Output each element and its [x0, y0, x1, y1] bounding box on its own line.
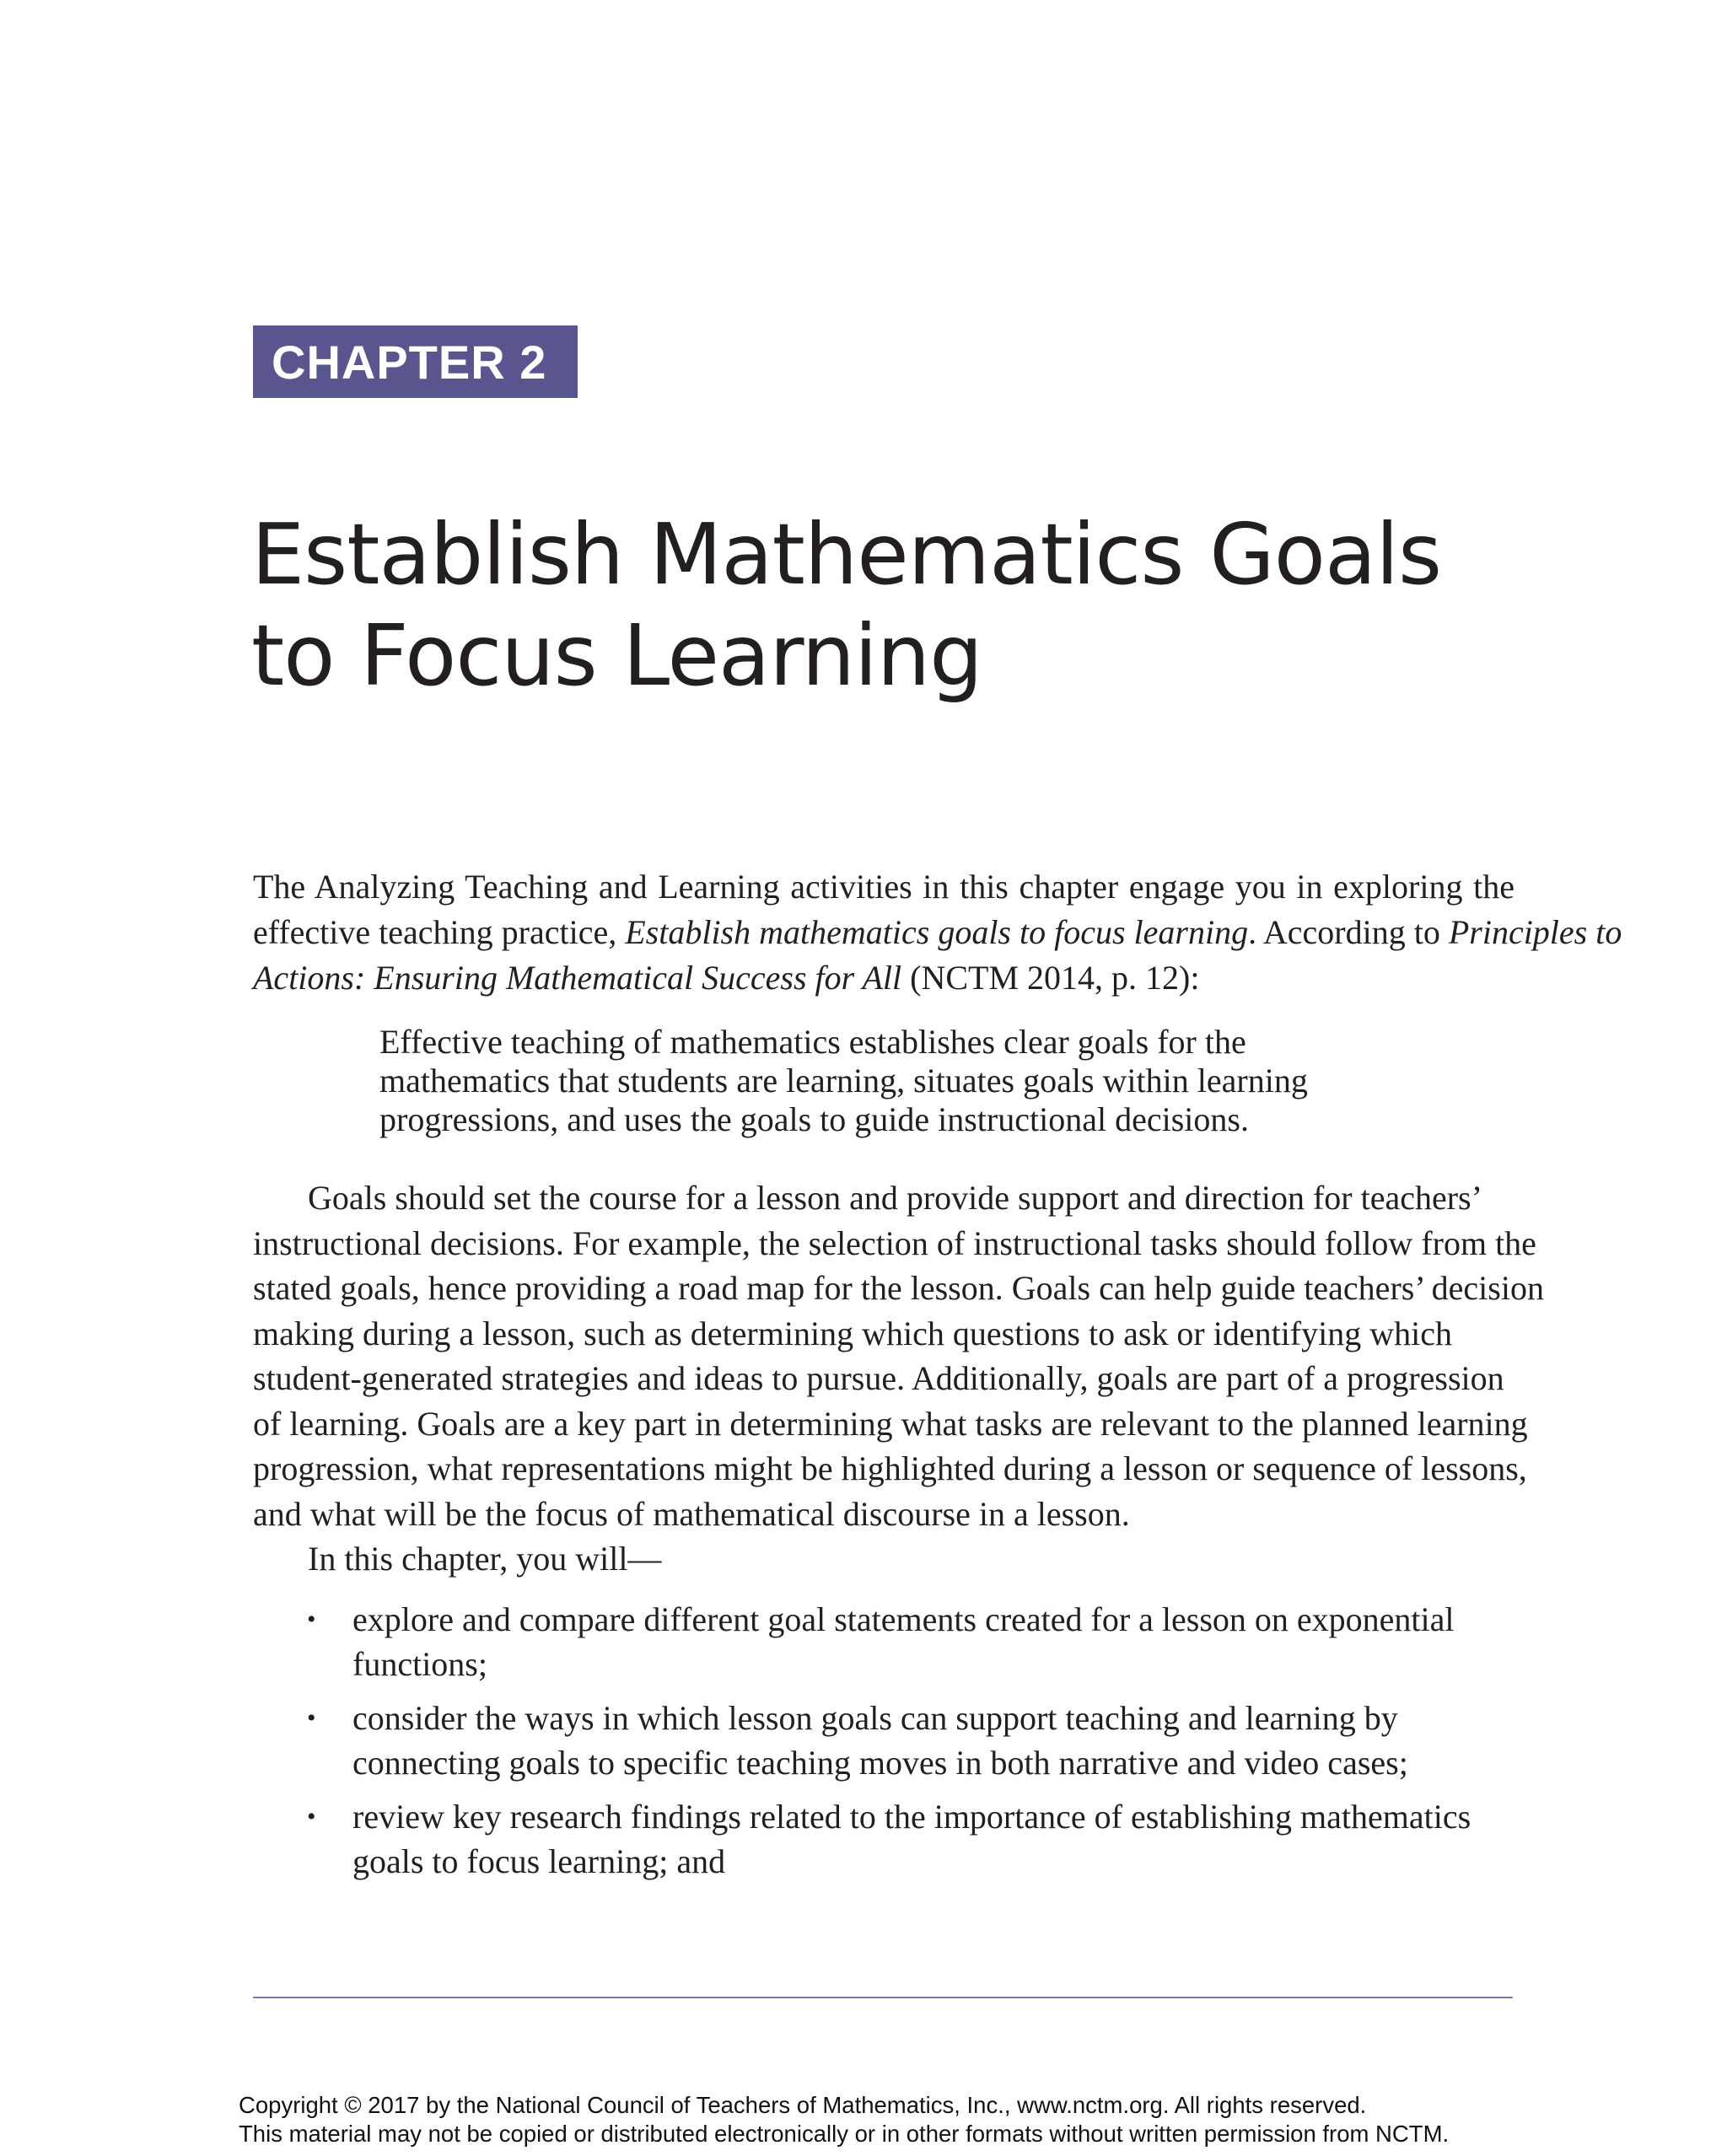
quote-line-1: Effective teaching of mathematics establishes clear goals for the	[379, 1023, 1246, 1061]
list-item-line-1: review key research findings related to the importance of establishing mathematics	[352, 1798, 1471, 1836]
copyright-footer	[239, 2091, 1449, 2148]
block-quote	[379, 1023, 1391, 1139]
body-paragraph	[253, 1175, 1544, 1582]
list-item-line-2: connecting goals to specific teaching moves in both narrative and video cases;	[352, 1744, 1408, 1782]
para-line-9: In this chapter, you will—	[308, 1540, 662, 1578]
footer-divider	[253, 1997, 1513, 1998]
para-line-6: of learning. Goals are a key part in determining what tasks are relevant to the planned learning	[253, 1404, 1528, 1443]
intro-line-1: The Analyzing Teaching and Learning activities in this chapter engage you in exploring the	[253, 868, 1514, 906]
para-line-2: instructional decisions. For example, the selection of instructional tasks should follow from the	[253, 1223, 1536, 1262]
intro-paragraph	[253, 864, 1622, 1001]
para-line-5: student-generated strategies and ideas to pursue. Additionally, goals are part of a progression	[253, 1359, 1504, 1397]
para-line-4: making during a lesson, such as determining which questions to ask or identifying which	[253, 1314, 1452, 1352]
list-item-line-2: functions;	[352, 1645, 487, 1683]
list-item	[253, 1597, 1518, 1686]
list-item-line-1: explore and compare different goal statements created for a lesson on exponential	[352, 1600, 1455, 1638]
para-line-3: stated goals, hence providing a road map for the lesson. Goals can help guide teachers’ decision	[253, 1269, 1544, 1307]
bullet-list	[253, 1597, 1518, 1893]
bullet-icon: •	[307, 1704, 316, 1732]
para-line-8: and what will be the focus of mathematical discourse in a lesson.	[253, 1494, 1130, 1533]
book-title-part-1: Principles to	[1448, 913, 1622, 951]
list-item	[253, 1794, 1518, 1884]
list-item-line-1: consider the ways in which lesson goals can support teaching and learning by	[352, 1699, 1398, 1737]
book-title-part-2: Actions: Ensuring Mathematical Success for All	[253, 959, 902, 997]
chapter-label: CHAPTER 2	[272, 335, 547, 389]
intro-line-3	[253, 955, 1514, 1001]
intro-line-2	[253, 910, 1622, 955]
para-line-1: Goals should set the course for a lesson and provide support and direction for teachers’	[308, 1179, 1482, 1217]
citation: (NCTM 2014, p. 12):	[901, 959, 1200, 997]
chapter-title-line-2: to Focus Learning	[251, 606, 982, 705]
quote-line-2: mathematics that students are learning, situates goals within learning	[379, 1062, 1308, 1100]
practice-title: Establish mathematics goals to focus learning	[625, 913, 1249, 951]
quote-line-3: progressions, and uses the goals to guide instructional decisions.	[379, 1100, 1249, 1138]
intro-line-2-prefix: effective teaching practice,	[253, 913, 626, 951]
bullet-icon: •	[307, 1605, 316, 1633]
list-item-line-2: goals to focus learning; and	[352, 1842, 726, 1880]
intro-line-2-middle: . According to	[1248, 913, 1449, 951]
list-item	[253, 1696, 1518, 1785]
copyright-line-1: Copyright © 2017 by the National Council of Teachers of Mathematics, Inc., www.nctm.org. All rights reserved.	[239, 2092, 1367, 2118]
chapter-title	[251, 504, 1441, 707]
para-line-7: progression, what representations might be highlighted during a lesson or sequence of lessons,	[253, 1449, 1527, 1487]
copyright-line-2: This material may not be copied or distributed electronically or in other formats without written permission from NCTM.	[239, 2121, 1450, 2147]
chapter-title-line-1: Establish Mathematics Goals	[251, 505, 1442, 604]
bullet-icon: •	[307, 1803, 316, 1831]
chapter-badge	[253, 325, 578, 398]
